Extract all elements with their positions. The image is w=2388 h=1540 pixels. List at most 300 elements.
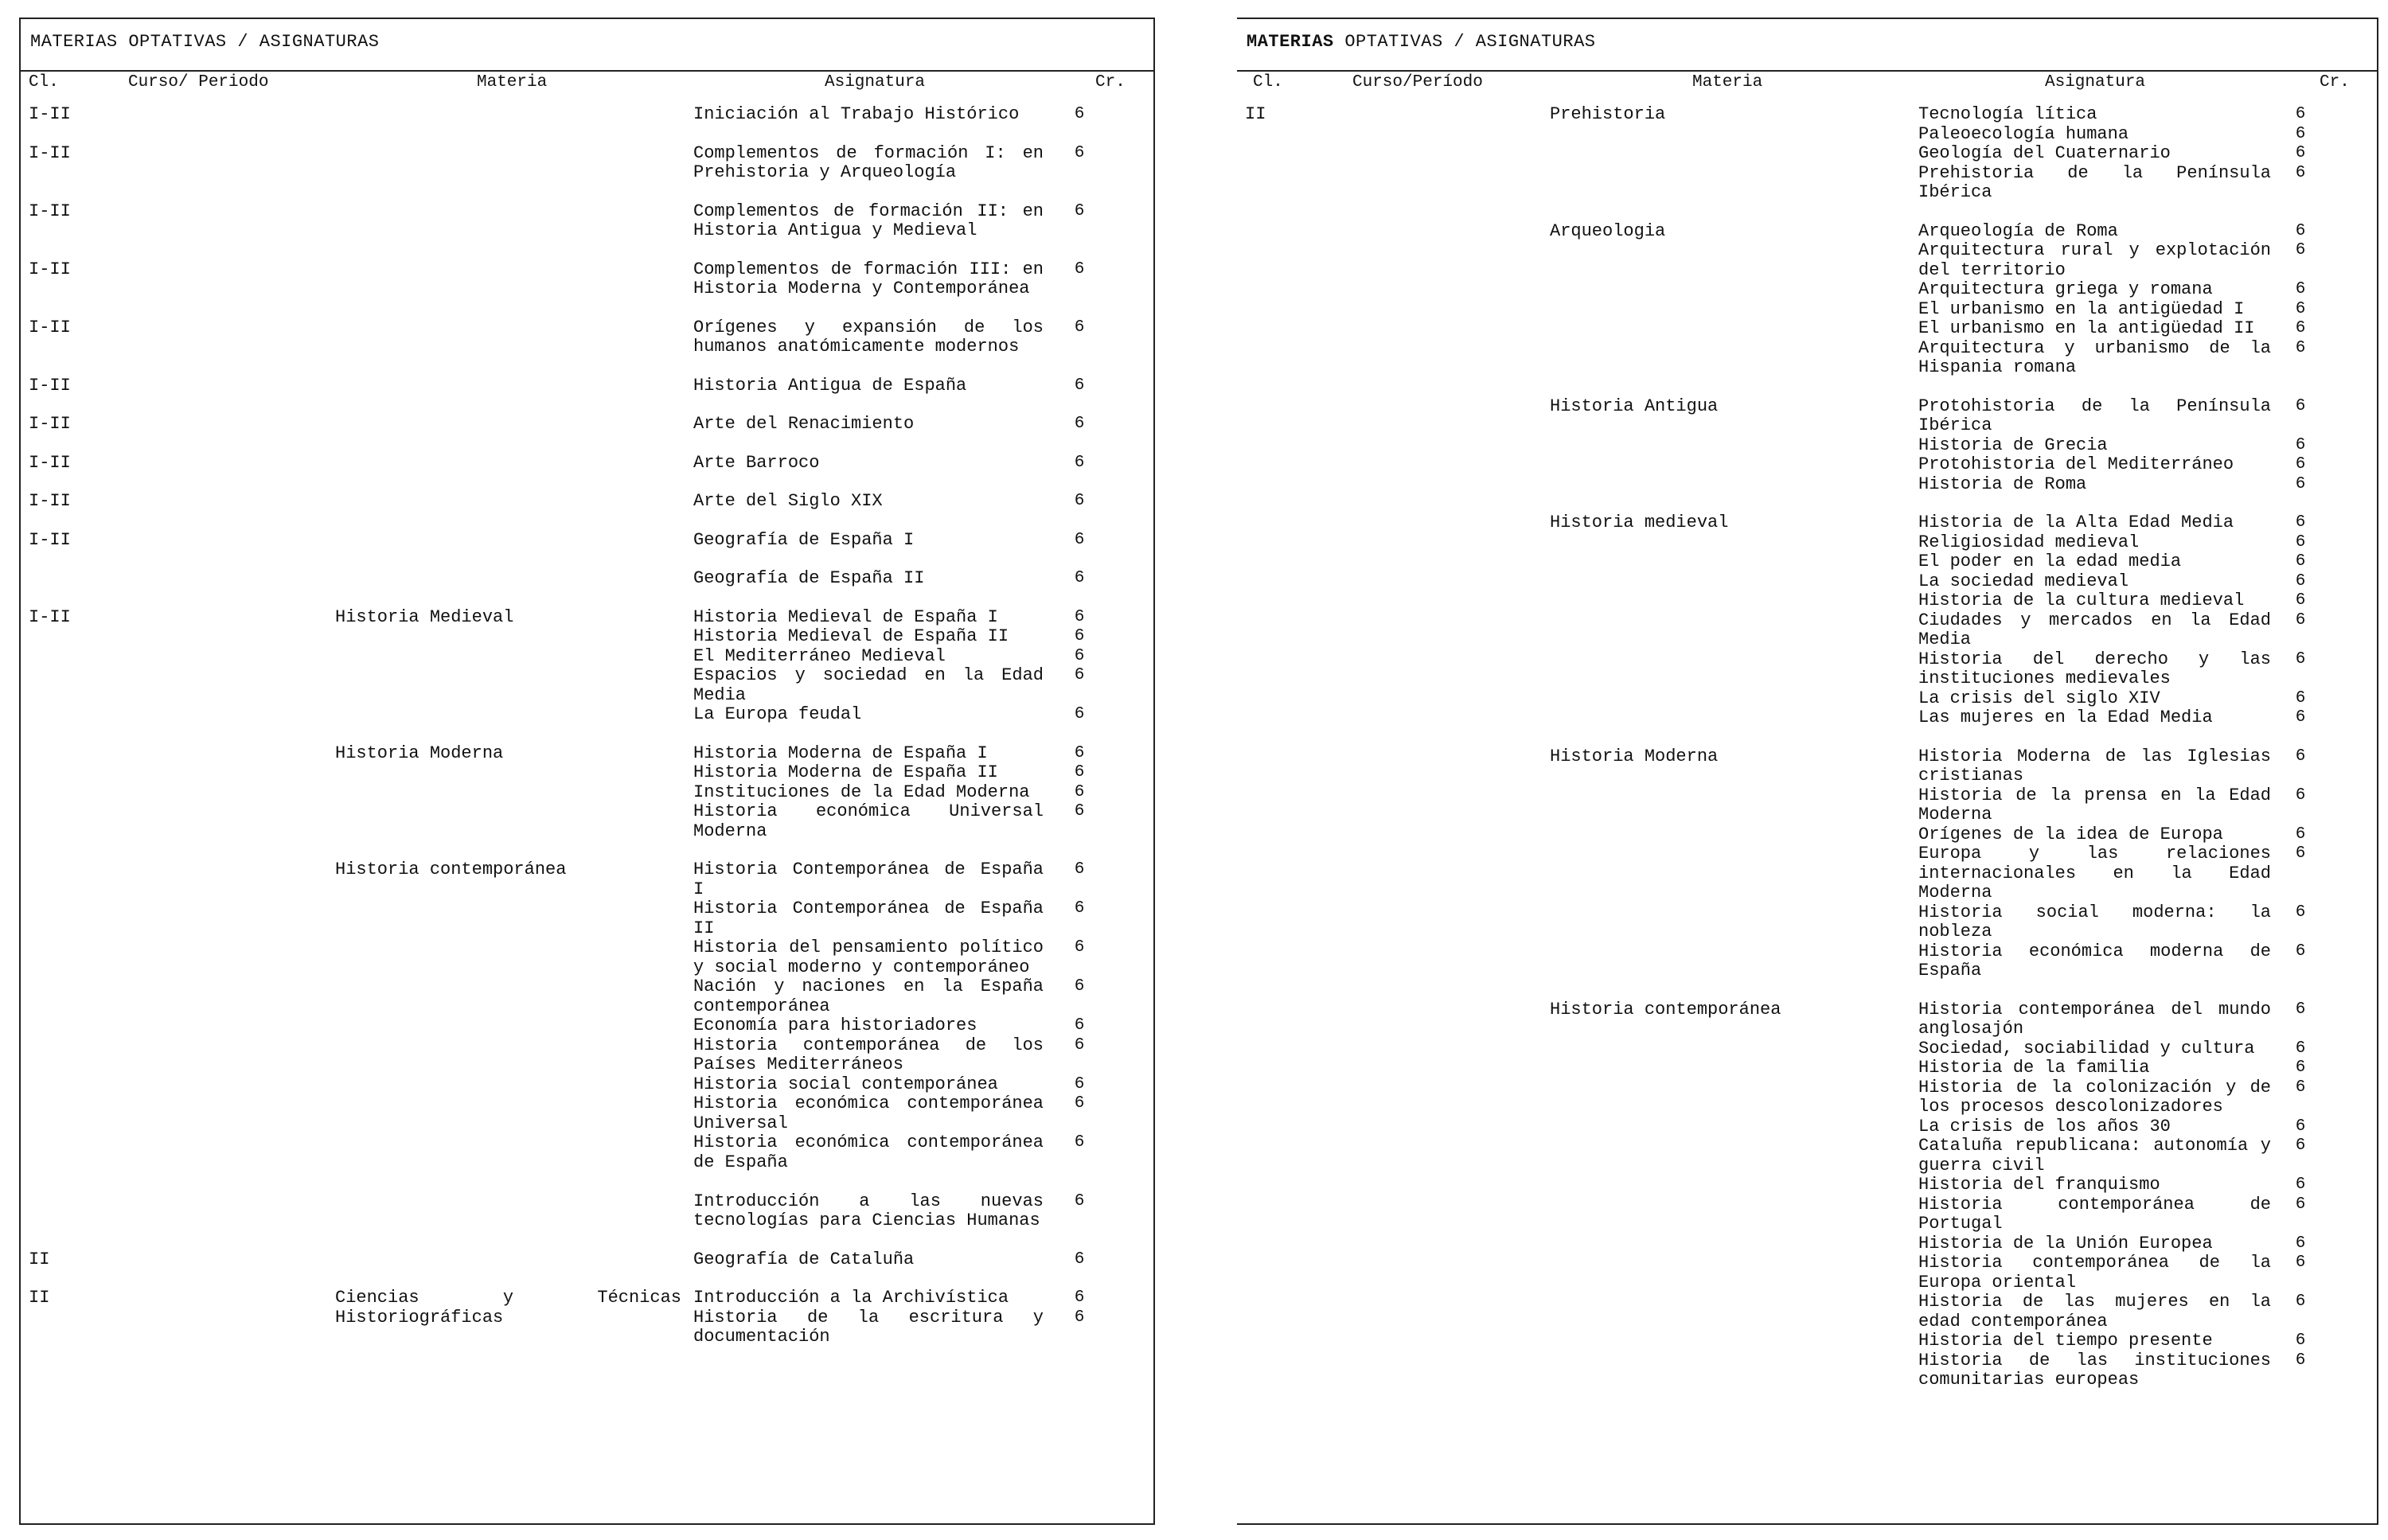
subject-item xyxy=(693,763,1104,783)
table-row xyxy=(21,608,1153,725)
panel-title-bold: MATERIAS xyxy=(1247,32,1334,52)
subject-credits: 6 xyxy=(2295,591,2306,610)
subject-credits: 6 xyxy=(1074,1074,1085,1094)
table-row xyxy=(21,105,1153,125)
subject-name: Historia social contemporánea xyxy=(693,1074,998,1094)
subject-name: Historia de Roma xyxy=(1918,474,2087,494)
table-row xyxy=(1237,222,2377,378)
subject-item xyxy=(1918,455,2325,475)
cell-materia: Historia Antigua xyxy=(1550,396,1719,416)
cell-asignaturas xyxy=(693,202,1104,241)
subject-name: El Mediterráneo Medieval xyxy=(693,645,946,666)
subject-item xyxy=(1918,591,2325,611)
subject-name: Complementos de formación II: en Historia Antigua y Medieval xyxy=(693,201,1044,240)
subject-item xyxy=(693,647,1104,667)
header-curso: Curso/ Periodo xyxy=(128,73,269,92)
subject-item xyxy=(693,1250,1104,1270)
subject-item xyxy=(693,569,1104,589)
subject-credits: 6 xyxy=(1074,415,1085,433)
table-row xyxy=(1237,397,2377,495)
subject-name: Historia Moderna de las Iglesias cristianas xyxy=(1918,746,2271,786)
cell-asignaturas xyxy=(1918,397,2325,495)
subject-item xyxy=(1918,552,2325,572)
subject-name: Arqueología de Roma xyxy=(1918,220,2118,241)
subject-credits: 6 xyxy=(2295,708,2306,727)
subject-name: Historia del franquismo xyxy=(1918,1175,2160,1195)
cell-cl: I-II xyxy=(29,259,71,279)
subject-credits: 6 xyxy=(2295,221,2306,240)
table-row xyxy=(1237,1000,2377,1390)
panel-title xyxy=(1247,32,1595,52)
subject-name: Introducción a las nuevas tecnologías para Ciencias Humanas xyxy=(693,1191,1044,1230)
subject-item xyxy=(1918,222,2325,242)
subject-item xyxy=(1918,747,2325,786)
subject-name: Historia de la prensa en la Edad Moderna xyxy=(1918,785,2271,825)
subject-name: Paleoecología humana xyxy=(1918,123,2129,144)
subject-credits: 6 xyxy=(2295,435,2306,454)
cell-asignaturas xyxy=(693,569,1104,589)
table-row xyxy=(21,318,1153,357)
cell-asignaturas xyxy=(693,492,1104,512)
subject-credits: 6 xyxy=(2295,1000,2306,1019)
subject-name: Historia del derecho y las instituciones medievales xyxy=(1918,649,2271,688)
subject-name: Historia de la colonización y de los procesos descolonizadores xyxy=(1918,1077,2271,1117)
cell-asignaturas xyxy=(693,318,1104,357)
subject-name: Historia social moderna: la nobleza xyxy=(1918,902,2271,942)
subject-name: Cataluña republicana: autonomía y guerra civil xyxy=(1918,1136,2271,1175)
subject-item xyxy=(1918,1253,2325,1292)
subject-credits: 6 xyxy=(2295,1059,2306,1077)
subject-credits: 6 xyxy=(1074,1094,1085,1113)
subject-credits: 6 xyxy=(1074,1308,1085,1327)
cell-asignaturas xyxy=(693,1250,1104,1270)
cell-asignaturas xyxy=(693,744,1104,842)
subject-item xyxy=(1918,572,2325,592)
subject-name: Historia del tiempo presente xyxy=(1918,1331,2213,1351)
subject-name: Complementos de formación I: en Prehistoria y Arqueología xyxy=(693,142,1044,182)
table-row xyxy=(21,1250,1153,1270)
subject-item xyxy=(693,492,1104,512)
subject-name: El urbanismo en la antigüedad I xyxy=(1918,298,2245,319)
subject-credits: 6 xyxy=(2295,241,2306,259)
subject-credits: 6 xyxy=(2295,163,2306,182)
cell-asignaturas xyxy=(693,415,1104,435)
cell-materia: Prehistoria xyxy=(1550,104,1666,124)
subject-credits: 6 xyxy=(2295,1078,2306,1097)
subject-credits: 6 xyxy=(1074,143,1085,162)
subject-credits: 6 xyxy=(1074,1191,1085,1211)
subject-credits: 6 xyxy=(2295,105,2306,123)
subject-name: Arquitectura griega y romana xyxy=(1918,279,2213,299)
subject-credits: 6 xyxy=(2295,455,2306,474)
subject-item xyxy=(693,1016,1104,1036)
subject-name: Historia Contemporánea de España II xyxy=(693,899,1044,938)
subject-item xyxy=(1918,1000,2325,1039)
subject-credits: 6 xyxy=(1074,1016,1085,1035)
subject-item xyxy=(1918,1234,2325,1254)
subject-item xyxy=(1918,1195,2325,1234)
table-row xyxy=(21,531,1153,551)
subject-name: Iniciación al Trabajo Histórico xyxy=(693,104,1020,124)
subject-name: Arquitectura rural y explotación del territorio xyxy=(1918,240,2271,280)
subject-name: Arte del Renacimiento xyxy=(693,414,915,434)
column-headers xyxy=(1237,72,2377,103)
subject-item xyxy=(693,705,1104,725)
subject-credits: 6 xyxy=(1074,453,1085,472)
subject-credits: 6 xyxy=(1074,938,1085,957)
subject-name: Historia de las mujeres en la edad contemporánea xyxy=(1918,1292,2271,1331)
subject-item xyxy=(693,1036,1104,1075)
cell-materia: Historia medieval xyxy=(1550,513,1729,532)
subject-item xyxy=(693,783,1104,803)
subject-item xyxy=(1918,708,2325,728)
subject-name: Europa y las relaciones internacionales en la Edad Moderna xyxy=(1918,844,2271,903)
subject-name: Espacios y sociedad en la Edad Media xyxy=(693,665,1044,705)
subject-credits: 6 xyxy=(1074,743,1085,762)
subject-item xyxy=(693,1172,1104,1192)
subject-name: La crisis de los años 30 xyxy=(1918,1116,2171,1136)
subject-credits: 6 xyxy=(1074,1250,1085,1269)
subject-name: Historia de la Unión Europea xyxy=(1918,1233,2213,1253)
subject-name: Sociedad, sociabilidad y cultura xyxy=(1918,1038,2255,1059)
subject-credits: 6 xyxy=(2295,688,2306,708)
subject-item xyxy=(1918,786,2325,825)
cell-asignaturas xyxy=(1918,747,2325,981)
header-cl: Cl. xyxy=(29,73,59,92)
table-panel-right xyxy=(1237,18,2378,1525)
table-row xyxy=(21,415,1153,435)
subject-item xyxy=(693,938,1104,977)
table-row xyxy=(21,1289,1153,1347)
cell-cl: I-II xyxy=(29,317,71,337)
subject-item xyxy=(693,415,1104,435)
subject-credits: 6 xyxy=(2295,338,2306,357)
cell-materia: Historia Medieval xyxy=(335,606,514,627)
subject-name: Historia contemporánea de Portugal xyxy=(1918,1194,2271,1234)
cell-asignaturas xyxy=(693,454,1104,474)
panel-title: MATERIAS OPTATIVAS / ASIGNATURAS xyxy=(30,32,380,52)
subject-item xyxy=(1918,339,2325,378)
subject-credits: 6 xyxy=(1074,860,1085,879)
subject-item xyxy=(1918,903,2325,942)
subject-name: Geografía de Cataluña xyxy=(693,1249,915,1269)
table-row xyxy=(21,454,1153,474)
subject-item xyxy=(1918,105,2325,125)
header-asignatura: Asignatura xyxy=(825,73,926,92)
subject-name: Historia económica Universal Moderna xyxy=(693,801,1044,841)
subject-item xyxy=(693,202,1104,241)
subject-credits: 6 xyxy=(2295,571,2306,591)
subject-item xyxy=(1918,1059,2325,1078)
cell-asignaturas xyxy=(693,1289,1104,1347)
subject-name: Orígenes y expansión de los humanos anatómicamente modernos xyxy=(693,317,1044,357)
subject-credits: 6 xyxy=(2295,299,2306,318)
subject-credits: 6 xyxy=(1074,376,1085,395)
subject-name: Arquitectura y urbanismo de la Hispania romana xyxy=(1918,337,2271,377)
cell-materia: Ciencias y Técnicas Historiográficas xyxy=(335,1288,681,1328)
subject-credits: 6 xyxy=(1074,646,1085,665)
subject-name: Economía para historiadores xyxy=(693,1016,977,1035)
subject-name: Historia de la cultura medieval xyxy=(1918,591,2245,610)
subject-name: Geografía de España II xyxy=(693,568,925,588)
subject-item xyxy=(1918,650,2325,689)
subject-name: El poder en la edad media xyxy=(1918,552,2182,571)
table-row xyxy=(1237,513,2377,728)
subject-credits: 6 xyxy=(2295,1039,2306,1058)
subject-credits: 6 xyxy=(2295,649,2306,669)
subject-credits: 6 xyxy=(2295,942,2306,961)
subject-credits: 6 xyxy=(1074,627,1085,645)
subject-item xyxy=(693,744,1104,764)
subject-item xyxy=(1918,300,2325,320)
subject-credits: 6 xyxy=(2295,747,2306,766)
subject-name: Historia económica contemporánea Universal xyxy=(693,1094,1044,1133)
subject-credits: 6 xyxy=(1074,1289,1085,1307)
subject-credits: 6 xyxy=(1074,899,1085,918)
subject-credits: 6 xyxy=(2295,124,2306,143)
subject-name: Complementos de formación III: en Historia Moderna y Contemporánea xyxy=(693,259,1044,298)
subject-item xyxy=(693,318,1104,357)
subject-name: Historia contemporánea de los Países Mediterráneos xyxy=(693,1035,1044,1074)
subject-item xyxy=(1918,1039,2325,1059)
cell-asignaturas xyxy=(1918,222,2325,378)
subject-credits: 6 xyxy=(2295,280,2306,298)
cell-cl: I-II xyxy=(29,104,71,124)
subject-credits: 6 xyxy=(1074,763,1085,782)
table-row xyxy=(21,202,1153,241)
subject-credits: 6 xyxy=(1074,105,1085,123)
cell-materia: Historia contemporánea xyxy=(1550,999,1781,1020)
cell-cl: I-II xyxy=(29,414,71,434)
subject-name: Arte Barroco xyxy=(693,452,820,473)
subject-credits: 6 xyxy=(2295,474,2306,493)
subject-credits: 6 xyxy=(2295,1331,2306,1350)
subject-name: La sociedad medieval xyxy=(1918,571,2129,591)
subject-credits: 6 xyxy=(2295,319,2306,337)
subject-item xyxy=(1918,611,2325,650)
subject-item xyxy=(1918,436,2325,456)
subject-name: Historia económica contemporánea de España xyxy=(693,1133,1044,1172)
subject-item xyxy=(1918,942,2325,981)
subject-name: Historia Contemporánea de España I xyxy=(693,860,1044,899)
table-row xyxy=(1237,747,2377,981)
subject-item xyxy=(693,899,1104,938)
subject-credits: 6 xyxy=(2295,1175,2306,1194)
subject-item xyxy=(1918,1117,2325,1137)
subject-item xyxy=(693,666,1104,705)
subject-item xyxy=(693,1192,1104,1231)
subject-name: Las mujeres en la Edad Media xyxy=(1918,708,2213,727)
cell-cl: II xyxy=(29,1249,50,1269)
cell-cl: II xyxy=(1245,104,1266,124)
subject-credits: 6 xyxy=(2295,144,2306,162)
subject-name: Historia Medieval de España I xyxy=(693,606,998,627)
subject-item xyxy=(1918,513,2325,533)
header-cr: Cr. xyxy=(1095,73,1126,92)
subject-name: Historia de las instituciones comunitarias europeas xyxy=(1918,1350,2271,1390)
subject-credits: 6 xyxy=(1074,666,1085,684)
subject-credits: 6 xyxy=(2295,1117,2306,1136)
subject-credits: 6 xyxy=(2295,844,2306,863)
subject-name: Historia contemporánea de la Europa oriental xyxy=(1918,1253,2271,1292)
subject-credits: 6 xyxy=(1074,705,1085,723)
panel-title-rest: OPTATIVAS / ASIGNATURAS xyxy=(1333,32,1596,52)
subject-item xyxy=(1918,1078,2325,1117)
subject-item xyxy=(1918,475,2325,495)
subject-credits: 6 xyxy=(1074,201,1085,220)
cell-asignaturas xyxy=(1918,1000,2325,1390)
subject-credits: 6 xyxy=(1074,530,1085,549)
subject-item xyxy=(693,260,1104,299)
subject-item xyxy=(1918,1331,2325,1351)
cell-cl: I-II xyxy=(29,491,71,511)
subject-item xyxy=(693,608,1104,628)
header-materia: Materia xyxy=(477,73,548,92)
subject-item xyxy=(1918,1136,2325,1175)
subject-name: Geografía de España I xyxy=(693,529,915,550)
subject-credits: 6 xyxy=(2295,1351,2306,1370)
subject-name xyxy=(693,1172,1044,1192)
table-row xyxy=(21,569,1153,589)
subject-item xyxy=(1918,125,2325,145)
subject-name: Protohistoria del Mediterráneo xyxy=(1918,454,2234,474)
subject-name: Historia Antigua de España xyxy=(693,375,967,396)
cell-cl: II xyxy=(29,1288,50,1308)
cell-materia: Historia Moderna xyxy=(1550,746,1719,766)
subject-credits: 6 xyxy=(1074,318,1085,337)
subject-credits: 6 xyxy=(2295,903,2306,922)
subject-item xyxy=(693,105,1104,125)
cell-asignaturas xyxy=(693,144,1104,183)
subject-item xyxy=(693,1289,1104,1308)
subject-name: Historia de la Alta Edad Media xyxy=(1918,513,2234,532)
table-row xyxy=(21,260,1153,299)
subject-item xyxy=(693,1094,1104,1133)
table-body xyxy=(21,105,1153,1347)
cell-materia: Arqueologia xyxy=(1550,220,1666,241)
subject-name: El urbanismo en la antigüedad II xyxy=(1918,318,2255,338)
subject-item xyxy=(1918,1351,2325,1390)
cell-asignaturas xyxy=(693,105,1104,125)
subject-name: Historia Medieval de España II xyxy=(693,626,1009,646)
cell-asignaturas xyxy=(1918,513,2325,728)
subject-name: Tecnología lítica xyxy=(1918,104,2097,124)
subject-credits: 6 xyxy=(2295,610,2306,630)
header-curso: Curso/Período xyxy=(1352,73,1483,92)
subject-credits: 6 xyxy=(2295,1234,2306,1253)
table-row xyxy=(21,144,1153,183)
cell-asignaturas xyxy=(693,608,1104,725)
subject-name: Ciudades y mercados en la Edad Media xyxy=(1918,610,2271,649)
subject-item xyxy=(1918,144,2325,164)
subject-credits: 6 xyxy=(1074,802,1085,821)
subject-credits: 6 xyxy=(1074,259,1085,279)
subject-credits: 6 xyxy=(1074,1133,1085,1152)
subject-name: Introducción a la Archivística xyxy=(693,1288,1009,1308)
subject-credits: 6 xyxy=(2295,1292,2306,1311)
subject-name: Historia contemporánea del mundo anglosajón xyxy=(1918,999,2271,1039)
subject-item xyxy=(693,1133,1104,1172)
subject-item xyxy=(693,1075,1104,1095)
subject-name: Geología del Cuaternario xyxy=(1918,143,2171,163)
table-row xyxy=(21,492,1153,512)
subject-name: Historia Moderna de España II xyxy=(693,762,998,782)
subject-name: Protohistoria de la Península Ibérica xyxy=(1918,396,2271,435)
subject-name: Religiosidad medieval xyxy=(1918,532,2140,552)
subject-item xyxy=(693,977,1104,1016)
subject-name: Instituciones de la Edad Moderna xyxy=(693,782,1030,802)
subject-item xyxy=(1918,1292,2325,1331)
subject-item xyxy=(693,860,1104,899)
subject-name: Historia económica moderna de España xyxy=(1918,941,2271,981)
cell-cl: I-II xyxy=(29,529,71,550)
subject-credits: 6 xyxy=(2295,1253,2306,1272)
subject-item xyxy=(1918,533,2325,553)
subject-item xyxy=(693,627,1104,647)
cell-materia: Historia contemporánea xyxy=(335,860,567,879)
header-materia: Materia xyxy=(1692,73,1763,92)
subject-item xyxy=(1918,319,2325,339)
subject-item xyxy=(1918,825,2325,845)
header-cr: Cr. xyxy=(2320,73,2350,92)
subject-credits: 6 xyxy=(2295,1136,2306,1155)
subject-name: Prehistoria de la Península Ibérica xyxy=(1918,162,2271,202)
subject-item xyxy=(693,1308,1104,1347)
subject-name: La Europa feudal xyxy=(693,704,862,724)
subject-item xyxy=(693,531,1104,551)
column-headers xyxy=(21,72,1153,103)
cell-asignaturas xyxy=(693,260,1104,299)
subject-credits: 6 xyxy=(2295,786,2306,805)
subject-credits: 6 xyxy=(1074,607,1085,626)
subject-name: La crisis del siglo XIV xyxy=(1918,688,2160,708)
subject-credits: 6 xyxy=(2295,552,2306,571)
subject-item xyxy=(1918,689,2325,709)
table-row xyxy=(21,860,1153,1231)
subject-name: Nación y naciones en la España contemporánea xyxy=(693,977,1044,1016)
subject-credits: 6 xyxy=(2295,825,2306,844)
header-cl: Cl. xyxy=(1253,73,1283,92)
subject-item xyxy=(1918,280,2325,300)
table-body xyxy=(1237,105,2377,1390)
subject-credits: 6 xyxy=(1074,782,1085,801)
table-row xyxy=(21,376,1153,396)
subject-credits: 6 xyxy=(2295,532,2306,552)
subject-item xyxy=(1918,844,2325,903)
subject-credits: 6 xyxy=(1074,1035,1085,1055)
subject-name: Historia de la escritura y documentación xyxy=(693,1307,1044,1347)
cell-asignaturas xyxy=(693,376,1104,396)
subject-name: Orígenes de la idea de Europa xyxy=(1918,824,2223,844)
subject-item xyxy=(1918,1175,2325,1195)
subject-name: Arte del Siglo XIX xyxy=(693,491,883,511)
subject-name: Historia de Grecia xyxy=(1918,435,2108,455)
subject-item xyxy=(693,802,1104,841)
table-row xyxy=(21,744,1153,842)
cell-asignaturas xyxy=(693,531,1104,551)
table-row xyxy=(1237,105,2377,203)
subject-name: Historia de la familia xyxy=(1918,1058,2150,1078)
cell-cl: I-II xyxy=(29,375,71,396)
subject-item xyxy=(693,454,1104,474)
subject-credits: 6 xyxy=(2295,1195,2306,1214)
cell-cl: I-II xyxy=(29,606,71,627)
subject-credits: 6 xyxy=(1074,569,1085,587)
cell-asignaturas xyxy=(1918,105,2325,203)
subject-credits: 6 xyxy=(1074,977,1085,996)
subject-name: Historia Moderna de España I xyxy=(693,743,988,763)
subject-item xyxy=(693,144,1104,183)
